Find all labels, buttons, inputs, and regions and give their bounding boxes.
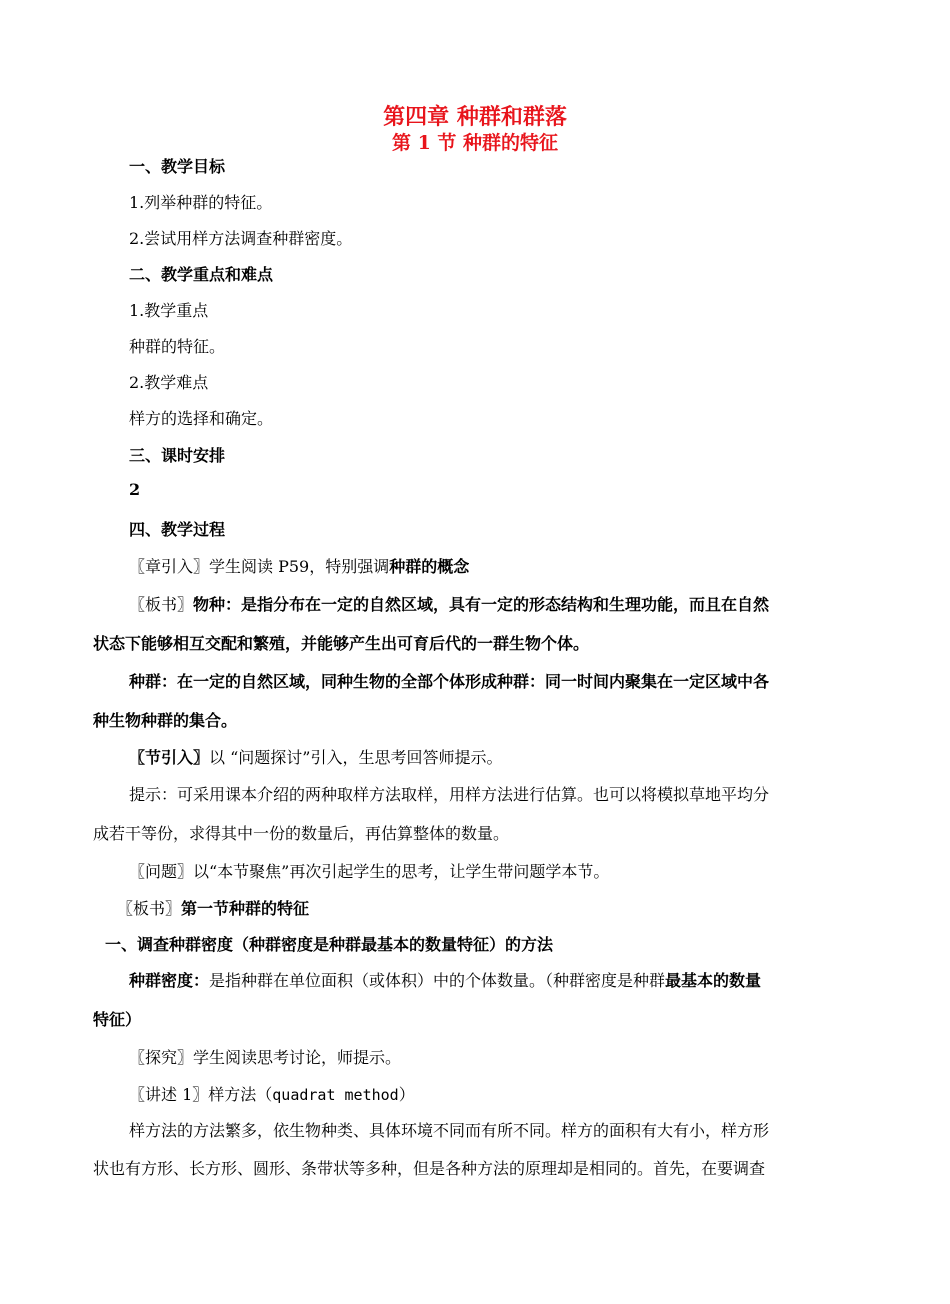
lecture-suffix: ） [398, 1085, 415, 1104]
lecture-prefix: 〖讲述 1〗样方法（ [129, 1085, 273, 1104]
chapter-title: 第四章 种群和群落 [383, 104, 567, 130]
section-intro [129, 745, 502, 768]
hint-line-2: 成若干等份，求得其中一份的数量后，再估算整体的数量。 [93, 824, 510, 843]
difficulty-label: 2.教学难点 [129, 373, 209, 392]
heading-process: 四、教学过程 [129, 520, 226, 539]
lecture-term: quadrat method [272, 1086, 399, 1104]
density-term: 种群密度： [129, 971, 210, 990]
objective-1: 1.列举种群的特征。 [129, 193, 273, 212]
objective-2: 2.尝试用样方法调查种群密度。 [129, 229, 353, 248]
section-intro-text: 以 “问题探讨”引入，生思考回答师提示。 [209, 748, 503, 767]
density-line-1 [129, 968, 761, 991]
hint-line-1: 提示：可采用课本介绍的两种取样方法取样，用样方法进行估算。也可以将模拟草地平均分 [129, 785, 770, 804]
chapter-intro-emphasis: 种群的概念 [389, 557, 470, 576]
board-prefix-2: 〖板书〗 [117, 899, 182, 918]
board-species-line-1 [129, 592, 769, 615]
heading-schedule: 三、课时安排 [129, 446, 226, 465]
class-hours: 2 [129, 480, 141, 499]
density-emphasis: 最基本的数量 [665, 971, 762, 990]
section-title: 第 1 节 种群的特征 [391, 132, 559, 154]
chapter-intro-text: 〖章引入〗学生阅读 P59，特别强调 [129, 557, 390, 576]
density-definition: 是指种群在单位面积（或体积）中的个体数量。（种群密度是种群 [209, 971, 666, 990]
key-point-label: 1.教学重点 [129, 301, 209, 320]
board-species-line-2: 状态下能够相互交配和繁殖，并能够产生出可育后代的一群生物个体。 [93, 634, 590, 653]
species-definition: 物种：是指分布在一定的自然区域，具有一定的形态结构和生理功能，而且在自然 [193, 595, 770, 614]
population-line-2: 种生物种群的集合。 [93, 711, 238, 730]
board-section-title [117, 896, 309, 919]
heading-key-points: 二、教学重点和难点 [129, 265, 274, 284]
density-line-2: 特征） [93, 1010, 142, 1029]
population-line-1: 种群：在一定的自然区域，同种生物的全部个体形成种群：同一时间内聚集在一定区域中各 [129, 672, 770, 691]
explore-line: 〖探究〗学生阅读思考讨论，师提示。 [129, 1048, 402, 1067]
section-intro-label: 〖节引入〗 [129, 748, 210, 767]
chapter-intro [129, 554, 469, 577]
heading-objectives: 一、教学目标 [129, 157, 226, 176]
subheading-density-method: 一、调查种群密度（种群密度是种群最基本的数量特征）的方法 [105, 935, 554, 954]
board-section-text: 第一节种群的特征 [181, 899, 310, 918]
key-point-text: 种群的特征。 [129, 337, 226, 356]
paragraph-line-1: 样方法的方法繁多，依生物种类、具体环境不同而有所不同。样方的面积有大有小，样方形 [129, 1121, 770, 1140]
board-prefix: 〖板书〗 [129, 595, 194, 614]
difficulty-text: 样方的选择和确定。 [129, 409, 274, 428]
question-line: 〖问题〗以“本节聚焦”再次引起学生的思考，让学生带问题学本节。 [129, 862, 610, 881]
lecture-line [129, 1082, 415, 1105]
paragraph-line-2: 状也有方形、长方形、圆形、条带状等多种，但是各种方法的原理却是相同的。首先，在要调查 [93, 1159, 766, 1178]
